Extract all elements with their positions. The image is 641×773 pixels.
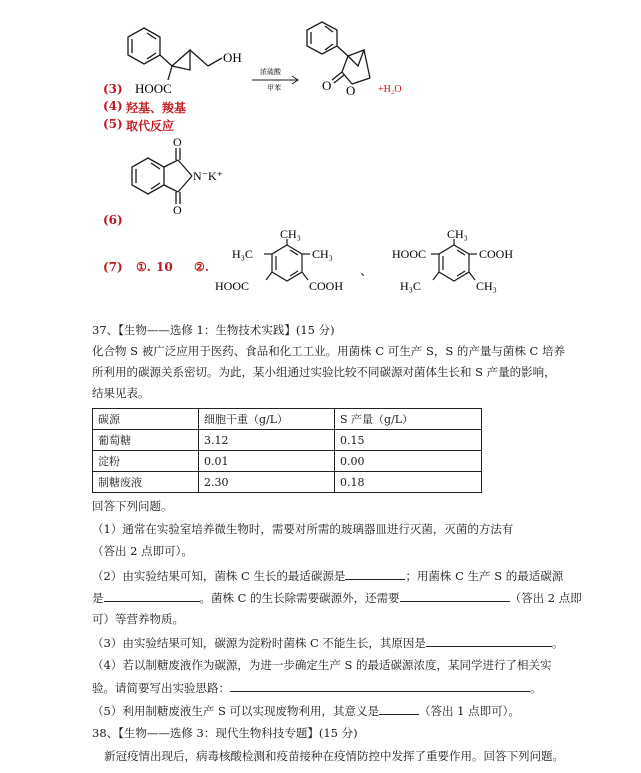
q37-results-table (92, 408, 482, 493)
q37-part3-blank[interactable] (426, 633, 552, 647)
q38-intro: 新冠疫情出现后，病毒核酸检测和疫苗接种在疫情防控中发挥了重要作用。回答下列问题。 (104, 749, 564, 763)
table-cell: 制糖废液 (93, 472, 199, 493)
q37-part4-blank[interactable] (230, 678, 530, 692)
q4-answer: 羟基、羧基 (126, 101, 187, 115)
q37-heading: 37、【生物——选修 1：生物技术实践】(15 分) (92, 323, 335, 337)
q3-reaction-arrow (252, 76, 298, 84)
table-header-cell: 细胞干重（g/L） (199, 409, 335, 430)
q37-part2-text-c: 是 (92, 591, 104, 605)
q37-part2-text-a: （2）由实验结果可知，菌株 C 生长的最适碳源是 (92, 569, 346, 583)
q3-byproduct: +H₂O (378, 84, 402, 95)
q37-part2-text-d: 。菌株 C 的生长除需要碳源外，还需要 (199, 591, 400, 605)
q7-s1-top: CH₃ (280, 230, 301, 241)
q7-part1-value: 10 (156, 260, 173, 274)
q37-part2-line-3: 可）等营养物质。 (92, 612, 184, 626)
q5-label: (5) (103, 117, 123, 131)
table-cell: 0.01 (199, 451, 335, 472)
q37-part2-blank-1[interactable] (345, 566, 405, 580)
q3-hooc-label: HOOC (135, 81, 172, 96)
q37-part2-blank-2[interactable] (104, 588, 200, 602)
q7-s1-bottom-left: HOOC (215, 279, 250, 293)
table-cell: 0.00 (335, 451, 482, 472)
q37-part4-text-c: 。 (530, 681, 542, 695)
q7-s2-bottom-right: CH₃ (476, 279, 497, 293)
q7-separator: 、 (360, 264, 374, 279)
q4-label: (4) (103, 99, 123, 113)
q37-part4-line-1: （4）若以制糖废液作为碳源，为进一步确定生产 S 的最适碳源浓度，某同学进行了相关实 (92, 658, 552, 672)
q7-structure-2 (372, 230, 532, 300)
q37-part2-line-2 (92, 588, 582, 608)
q37-part5-blank[interactable] (379, 701, 419, 715)
q37-part5-line (92, 701, 520, 721)
table-cell: 0.15 (335, 430, 482, 451)
q6-nk-label: N⁻K⁺ (193, 169, 223, 183)
table-row (93, 472, 482, 493)
q37-part2-text-b: ；用菌株 C 生产 S 的最适碳源 (405, 569, 564, 583)
q7-s1-bottom-right: COOH (309, 279, 344, 293)
table-header-row (93, 409, 482, 430)
q38-heading: 38、【生物——选修 3：现代生物科技专题】(15 分) (92, 726, 358, 740)
q37-part2-text-e: （答出 2 点即 (509, 591, 582, 605)
q6-o-top: O (173, 135, 182, 149)
q7-s1-left: H₃C (232, 247, 253, 261)
q37-intro-line-1: 化合物 S 被广泛应用于医药、食品和化工工业。用菌株 C 可生产 S，S 的产量与菌株 C 培养 (92, 344, 565, 358)
q3-oh-label: OH (223, 50, 242, 65)
q37-part2-line-1 (92, 566, 563, 586)
q3-label: (3) (103, 82, 123, 96)
table-cell: 葡萄糖 (93, 430, 199, 451)
q37-part4-line-2 (92, 678, 542, 698)
q3-product-structure (307, 22, 370, 84)
table-header-cell: S 产量（g/L） (335, 409, 482, 430)
q37-part4-text-b: 验。请简要写出实验思路： (92, 681, 230, 695)
table-cell: 淀粉 (93, 451, 199, 472)
q7-structure-1 (212, 230, 362, 300)
q7-part2-marker: ②. (194, 260, 209, 274)
table-cell: 0.18 (335, 472, 482, 493)
q3-reactant-benzene (128, 28, 222, 80)
q6-phthalimide-structure (120, 134, 260, 214)
q7-s1-right: CH₃ (312, 247, 333, 261)
q37-part1-line-1: （1）通常在实验室培养微生物时，需要对所需的玻璃器皿进行灭菌，灭菌的方法有 (92, 522, 514, 536)
q37-part3-text-a: （3）由实验结果可知，碳源为淀粉时菌株 C 不能生长，其原因是 (92, 636, 426, 650)
q3-product-carbonyl-o: O (322, 78, 332, 93)
q7-s2-bottom-left: H₃C (400, 279, 421, 293)
q37-intro-line-3: 结果见表。 (92, 386, 150, 400)
q6-o-bottom: O (173, 203, 182, 214)
table-cell: 2.30 (199, 472, 335, 493)
q37-part5-text-b: （答出 1 点即可）。 (419, 704, 520, 718)
q37-intro-line-2: 所利用的碳源关系密切。为此，某小组通过实验比较不同碳源对菌体生长和 S 产量的影响， (92, 365, 556, 379)
q3-reagent-bottom: 甲苯 (267, 84, 281, 92)
q6-label: (6) (103, 213, 123, 227)
q37-part5-text-a: （5）利用制糖废液生产 S 可以实现废物利用，其意义是 (92, 704, 380, 718)
q7-part1-marker: ①. (136, 260, 151, 274)
q37-part3-line (92, 633, 563, 653)
q7-s2-left: HOOC (392, 247, 427, 261)
table-cell: 3.12 (199, 430, 335, 451)
q3-product-ring-o: O (346, 83, 356, 98)
table-row (93, 430, 482, 451)
q7-s2-top: CH₃ (447, 230, 468, 241)
q7-s2-right: COOH (479, 247, 514, 261)
q7-label: (7) (103, 260, 123, 274)
table-row (93, 451, 482, 472)
table-header-cell: 碳源 (93, 409, 199, 430)
q5-answer: 取代反应 (126, 119, 175, 133)
q37-part2-blank-3[interactable] (400, 588, 510, 602)
q37-part3-text-b: 。 (551, 636, 564, 650)
q37-part1-line-2: （答出 2 点即可）。 (92, 544, 193, 558)
q37-prompt: 回答下列问题。 (92, 499, 173, 513)
q3-reagent-top: 浓硫酸 (260, 68, 281, 76)
